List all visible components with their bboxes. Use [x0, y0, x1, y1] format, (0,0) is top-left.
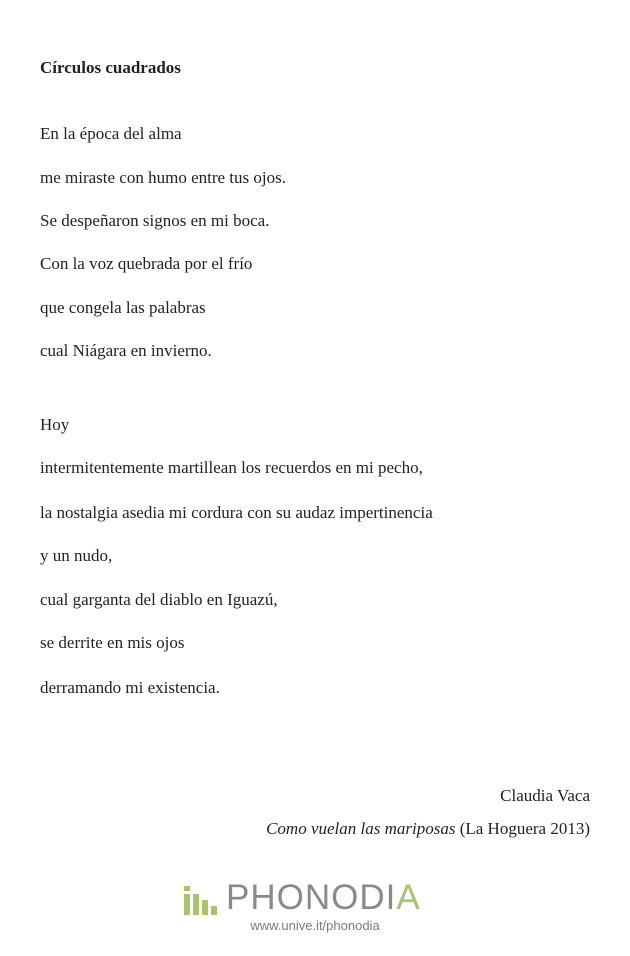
- poem-line: intermitentemente martillean los recuerdos en mi pecho,: [40, 458, 423, 477]
- poem-line: que congela las palabras: [40, 298, 206, 317]
- poem-title: Círculos cuadrados: [40, 58, 181, 77]
- poem-line: la nostalgia asedia mi cordura con su audaz impertinencia: [40, 503, 433, 522]
- poem-line: Con la voz quebrada por el frío: [40, 254, 253, 273]
- poem-source: [266, 819, 590, 839]
- poem-line: En la época del alma: [40, 124, 182, 143]
- poem-line: Se despeñaron signos en mi boca.: [40, 211, 270, 230]
- phonodia-logo: [184, 880, 421, 915]
- poem-line: se derrite en mis ojos: [40, 633, 185, 652]
- poem-line: me miraste con humo entre tus ojos.: [40, 168, 286, 187]
- poem-line: derramando mi existencia.: [40, 678, 220, 697]
- poem-author: Claudia Vaca: [500, 786, 590, 805]
- poem-line: Hoy: [40, 415, 70, 434]
- logo-wordmark-accent: A: [396, 878, 421, 917]
- publisher-info: (La Hoguera 2013): [455, 819, 590, 838]
- poem-line: cual Niágara en invierno.: [40, 341, 212, 360]
- book-title: Como vuelan las mariposas: [266, 819, 456, 838]
- poem-line: cual garganta del diablo en Iguazú,: [40, 590, 278, 609]
- bar-chart-logo-icon: [184, 882, 218, 915]
- footer-url[interactable]: www.unive.it/phonodia: [250, 918, 380, 933]
- poem-line: y un nudo,: [40, 546, 113, 565]
- logo-wordmark: [226, 880, 421, 915]
- logo-wordmark-main: PHONODI: [226, 878, 397, 917]
